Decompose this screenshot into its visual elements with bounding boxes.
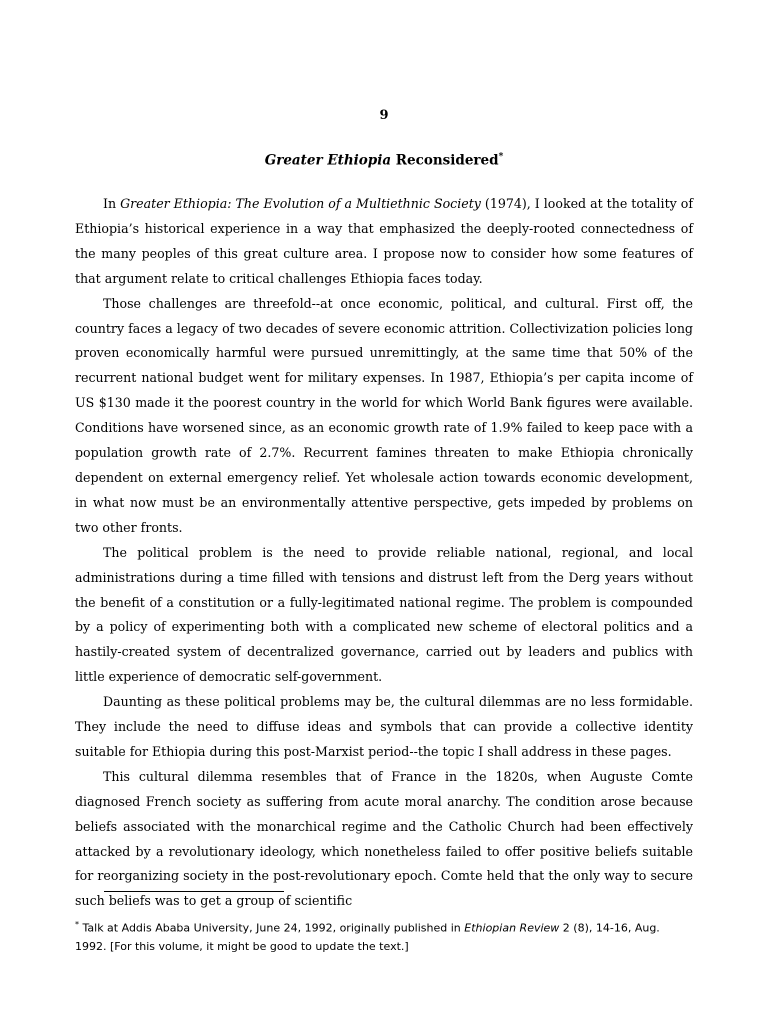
footnote-divider [104, 891, 284, 892]
paragraph-1 [75, 192, 693, 292]
chapter-title [0, 152, 768, 169]
footnote [75, 916, 693, 956]
paragraph-1-text: (1974), I looked at the totality of Ethiopia’s historical experience in a way that emphasized the deeply-rooted connectedness of the many peoples of this great culture area. I propose now to consider how some features of that argument relate to critical challenges Ethiopia faces today. [75, 196, 694, 286]
paragraph-1-lead: In [103, 196, 121, 211]
chapter-title-italic: Greater Ethiopia [264, 152, 392, 169]
footnote-text-lead: Talk at Addis Ababa University, June 24, 1992, originally published in [79, 921, 465, 935]
paragraph-2: Those challenges are threefold--at once economic, political, and cultural. First off, the country faces a legacy of two decades of severe economic attrition. Collectivization policies long proven economically harmful were pursued unremittingly, at the same time that 50% of the recurrent national budget went for military expenses. In 1987, Ethiopia’s per capita income of US $130 made it the poorest country in the world for which World Bank figures were available. Conditions have worsened since, as an economic growth rate of 1.9% failed to keep pace with a population growth rate of 2.7%. Recurrent famines threaten to make Ethiopia chronically dependent on external emergency relief. Yet wholesale action towards economic development, in what now must be an environmentally attentive perspective, gets impeded by problems on two other fronts. [75, 295, 693, 535]
paragraph-4: Daunting as these political problems may be, the cultural dilemmas are no less formidable. They include the need to diffuse ideas and symbols that can provide a collective identity suitable for Ethiopia during this post-Marxist period--the topic I shall address in these pages. [75, 694, 693, 759]
footnote-journal-title: Ethiopian Review [464, 921, 560, 935]
paragraph-5: This cultural dilemma resembles that of France in the 1820s, when Auguste Comte diagnosed French society as suffering from acute moral anarchy. The condition arose because beliefs associated with the monarchical regime and the Catholic Church had been effectively attacked by a revolutionary ideology, which nonetheless failed to offer positive beliefs suitable for reorganizing society in the post-revolutionary epoch. Comte held that the only way to secure such beliefs was to get a group of scientific [75, 768, 693, 909]
chapter-title-rest: Reconsidered [391, 152, 499, 169]
footnote-text-rest: 2 (8), 14-16, Aug. 1992. [For this volume, it might be good to update the text.] [75, 921, 660, 953]
footnote-marker: * [75, 920, 79, 929]
footnote-reference[interactable]: * [498, 152, 504, 162]
book-title: Greater Ethiopia: The Evolution of a Multiethnic Society [120, 196, 481, 211]
paragraph-3: The political problem is the need to provide reliable national, regional, and local administrations during a time filled with tensions and distrust left from the Derg years without the benefit of a constitution or a fully-legitimated national regime. The problem is compounded by a policy of experimenting both with a complicated new scheme of electoral politics and a hastily-created system of decentralized governance, carried out by leaders and publics with little experience of democratic self-government. [75, 544, 693, 685]
page-number: 9 [379, 108, 389, 123]
body-text [75, 192, 693, 914]
